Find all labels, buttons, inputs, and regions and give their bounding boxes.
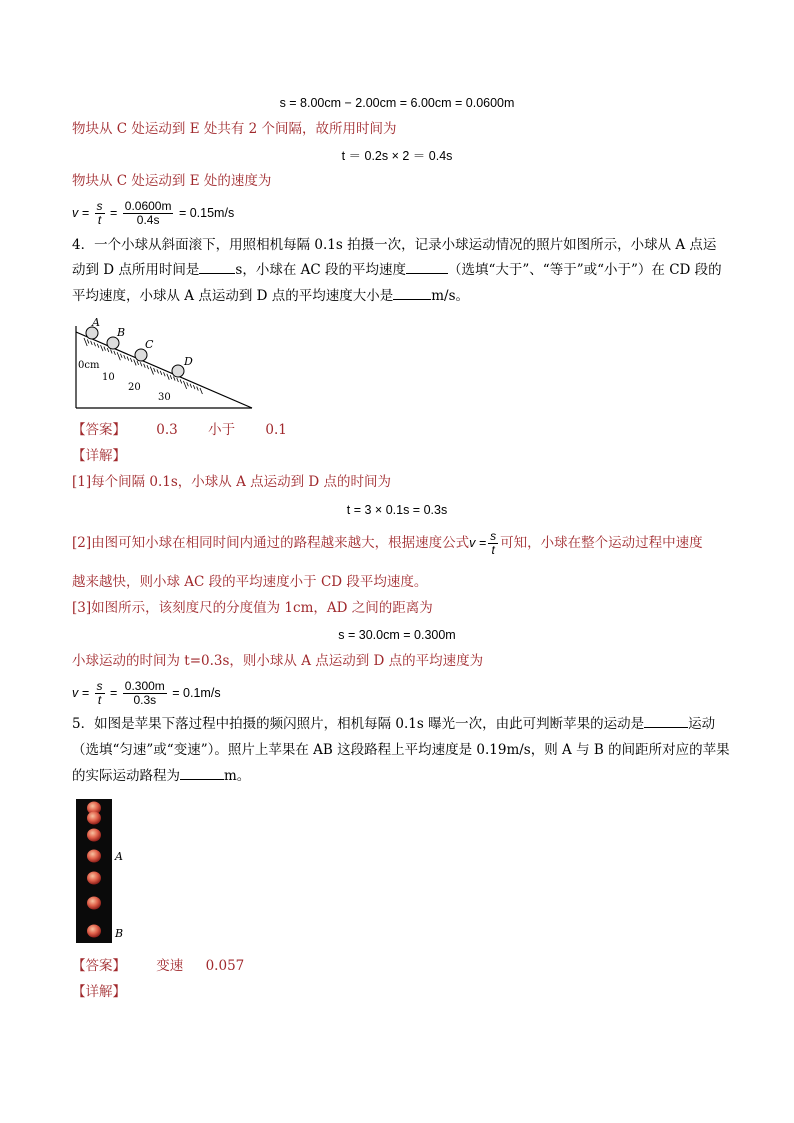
ruler-tick [104,347,106,351]
label-b: B [117,326,126,339]
tick-label-20: 20 [128,382,141,393]
distance-equation: s = 8.00cm − 2.00cm = 6.00cm = 0.0600m [279,96,515,110]
answer-tag: 【答案】 [72,422,126,438]
apple-4 [87,850,101,863]
q4-line-2: 动到 D 点所用时间是 s，小球在 AC 段的平均速度 （选填“大于”、“等于”或“小于”）在 CD 段的 [72,262,722,278]
ruler-tick [167,374,169,380]
answer-tag: 【答案】 [72,958,126,974]
q4-detail-1: [1]每个间隔 0.1s，小球从 A 点运动到 D 点的时间为 [72,474,392,490]
answer-1: 变速 [156,958,184,974]
q5-answer-row [72,957,244,975]
ruler-tick [177,378,179,382]
q4-blank-2[interactable] [406,273,448,274]
photo-label-b: B [115,927,124,940]
ruler-tick [117,352,120,360]
q4-detail-2: [2]由图可知小球在相同时间内通过的路程越来越大，根据速度公式v = $\frac{s}{t}$ 可知，小球在整个运动过程中速度 [72,529,703,558]
apple-5 [87,872,101,885]
ruler-tick [107,348,109,352]
q5-line-1: 5．如图是苹果下落过程中拍摄的频闪照片，相机每隔 0.1s 曝光一次，由此可判断苹果的运动是 运动 [72,716,716,732]
ruler-tick [157,369,159,373]
ruler-tick [164,372,166,376]
q4-line-1: 4．一个小球从斜面滚下，用照相机每隔 0.1s 拍摄一次，记录小球运动情况的照片如图所示，小球从 A 点运 [72,237,717,253]
q4-detail-5: 小球运动的时间为 t=0.3s，则小球从 A 点运动到 D 点的平均速度为 [72,653,484,669]
ruler-tick [197,387,199,391]
ruler-tick [140,362,142,366]
ruler-tick [130,358,132,362]
q4-detail-4: [3]如图所示，该刻度尺的分度值为 1cm，AD 之间的距离为 [72,600,433,616]
apple-7 [87,925,101,938]
apple-3 [87,829,101,842]
ruler-tick [120,354,122,358]
ruler-tick [87,339,89,343]
q4-blank-3[interactable] [393,299,431,300]
ruler-tick [84,338,87,346]
apple-strobe-photo [76,799,112,943]
speed-intro-text: 物块从 C 处运动到 E 处的速度为 [72,173,272,189]
ruler-tick [137,361,139,365]
tick-label-30: 30 [158,392,171,403]
q5-blank-2[interactable] [180,779,224,780]
q4-detail-3: 越来越快，则小球 AC 段的平均速度小于 CD 段平均速度。 [72,574,428,590]
speed-equation: v = $\frac{s}{t}$ = $\frac{0.0600m}{0.4s}$ = 0.15m/s [72,199,235,228]
q4-detail-1-equation: t = 3 × 0.1s = 0.3s [346,503,448,517]
q4-line-3: 平均速度，小球从 A 点运动到 D 点的平均速度大小是 m/s。 [72,288,470,304]
ruler-tick [124,355,126,359]
time-equation: t ＝ 0.2s × 2 ＝ 0.4s [341,149,453,163]
time-intro-text: 物块从 C 处运动到 E 处共有 2 个间隔，故所用时间为 [72,121,397,137]
ruler-tick [147,365,149,369]
ruler-tick [154,368,156,372]
ruler-tick [114,351,116,355]
ruler-tick [134,359,136,365]
q5-line-2: （选填“匀速”或“变速”）。照片上苹果在 AB 这段路程上平均速度是 0.19m/s，则 A 与 B 的间距所对应的苹果 [72,742,730,758]
q4-detail-4-equation: s = 30.0cm = 0.300m [338,628,456,642]
answer-2: 小于 [208,422,236,438]
photo-label-a: A [115,850,123,863]
q5-line-3: 的实际运动路程为 m。 [72,768,251,784]
apple-2 [87,812,101,825]
label-a: A [92,318,100,329]
q4-answer-row [72,421,287,439]
q4-speed-equation: v = $\frac{s}{t}$ = $\frac{0.300m}{0.3s}$ = 0.1m/s [72,679,221,708]
ruler-tick [127,357,129,361]
tick-label-0: 0cm [78,360,100,371]
ruler-tick [101,345,103,351]
ruler-tick [180,379,182,383]
ruler-tick [94,342,96,346]
answer-3: 0.1 [265,422,287,438]
ruler-tick [160,371,162,375]
ruler-tick [144,364,146,368]
ruler-tick [91,341,93,345]
q4-blank-1[interactable] [199,273,235,274]
label-c: C [145,338,154,351]
ruler-tick [193,385,195,389]
q4-detail-tag: 【详解】 [72,448,126,464]
tick-label-10: 10 [102,372,115,383]
q5-detail-tag: 【详解】 [72,984,126,1000]
answer-2: 0.057 [205,958,245,974]
apple-6 [87,897,101,910]
ruler-tick [170,375,172,379]
ruler-tick [97,344,99,348]
ruler-tick [183,381,186,389]
ruler-tick [150,367,153,375]
ruler-tick [187,382,189,386]
answer-1: 0.3 [156,422,178,438]
incline-figure [72,318,262,413]
ball-d [172,365,184,377]
ruler-tick [173,377,175,381]
q5-blank-1[interactable] [644,727,688,728]
ruler-tick [200,388,202,394]
ruler-tick [190,384,192,388]
ruler-tick [111,349,113,353]
label-d: D [184,355,193,368]
